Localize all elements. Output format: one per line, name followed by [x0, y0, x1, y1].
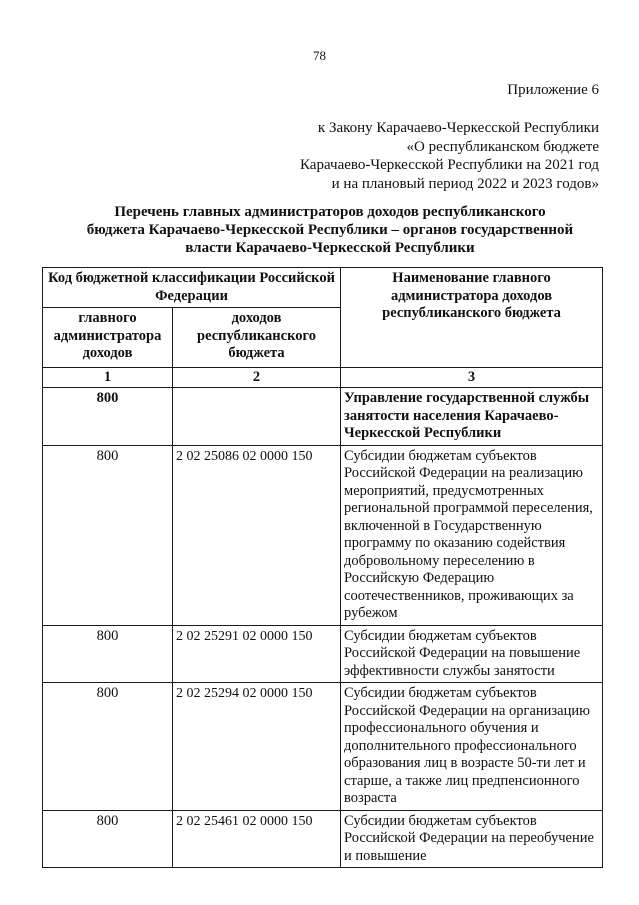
law-reference-line: Карачаево-Черкесской Республики на 2021 год	[300, 157, 599, 173]
income-name-cell: Субсидии бюджетам субъектов Российской Федерации на переобучение и повышение	[341, 810, 603, 868]
header-administrator-name: Наименование главного администратора доходов республиканского бюджета	[341, 268, 603, 368]
income-name-cell: Субсидии бюджетам субъектов Российской Федерации на реализацию мероприятий, предусмотренных региональной программой переселения, включенной в Государственную программу по оказанию содействия добровольному переселению в Российскую Федерацию соотечественников, проживающих за рубежом	[341, 445, 603, 625]
document-title-line: власти Карачаево-Черкесской Республики	[185, 240, 475, 256]
income-code-cell: 2 02 25291 02 0000 150	[173, 625, 341, 683]
law-reference-line: и на плановый период 2022 и 2023 годов»	[331, 175, 599, 192]
income-code-cell	[173, 388, 341, 446]
table-row	[43, 388, 603, 446]
admin-code-cell: 800	[43, 810, 173, 868]
law-reference-line: «О республиканском бюджете	[406, 138, 599, 155]
income-code-cell: 2 02 25294 02 0000 150	[173, 683, 341, 811]
income-code-cell: 2 02 25461 02 0000 150	[173, 810, 341, 868]
administrators-table	[42, 267, 603, 868]
table-row	[43, 445, 603, 625]
table-header-row	[43, 268, 603, 308]
document-title-line: бюджета Карачаево-Черкесской Республики – органов государственной	[86, 222, 574, 238]
admin-code-cell: 800	[43, 683, 173, 811]
column-number: 3	[341, 368, 603, 388]
appendix-label: Приложение 6	[507, 82, 599, 98]
column-number: 1	[43, 368, 173, 388]
admin-code-cell: 800	[43, 625, 173, 683]
header-main-administrator: главного администратора доходов	[43, 308, 173, 368]
administrator-name-cell: Управление государственной службы занятости населения Карачаево-Черкесской Республики	[341, 388, 603, 446]
admin-code-cell: 800	[43, 388, 173, 446]
law-reference-line: к Закону Карачаево-Черкесской Республики	[317, 120, 599, 136]
table-row	[43, 810, 603, 868]
column-numbers-row	[43, 368, 603, 388]
column-number: 2	[173, 368, 341, 388]
income-name-cell: Субсидии бюджетам субъектов Российской Федерации на организацию профессионального обучения и дополнительного профессионального образования лиц в возрасте 50-ти лет и старше, а также лиц предпенсионного возраста	[341, 683, 603, 811]
document-title-line: Перечень главных администраторов доходов республиканского	[114, 204, 546, 220]
law-reference	[300, 119, 599, 193]
header-budget-code: Код бюджетной классификации Российской Федерации	[43, 268, 341, 308]
admin-code-cell: 800	[43, 445, 173, 625]
document-title	[60, 203, 600, 257]
table-row	[43, 625, 603, 683]
income-code-cell: 2 02 25086 02 0000 150	[173, 445, 341, 625]
page-number: 78	[313, 48, 326, 63]
header-income: доходов республиканского бюджета	[173, 308, 341, 368]
table-row	[43, 683, 603, 811]
income-name-cell: Субсидии бюджетам субъектов Российской Федерации на повышение эффективности службы занятости	[341, 625, 603, 683]
